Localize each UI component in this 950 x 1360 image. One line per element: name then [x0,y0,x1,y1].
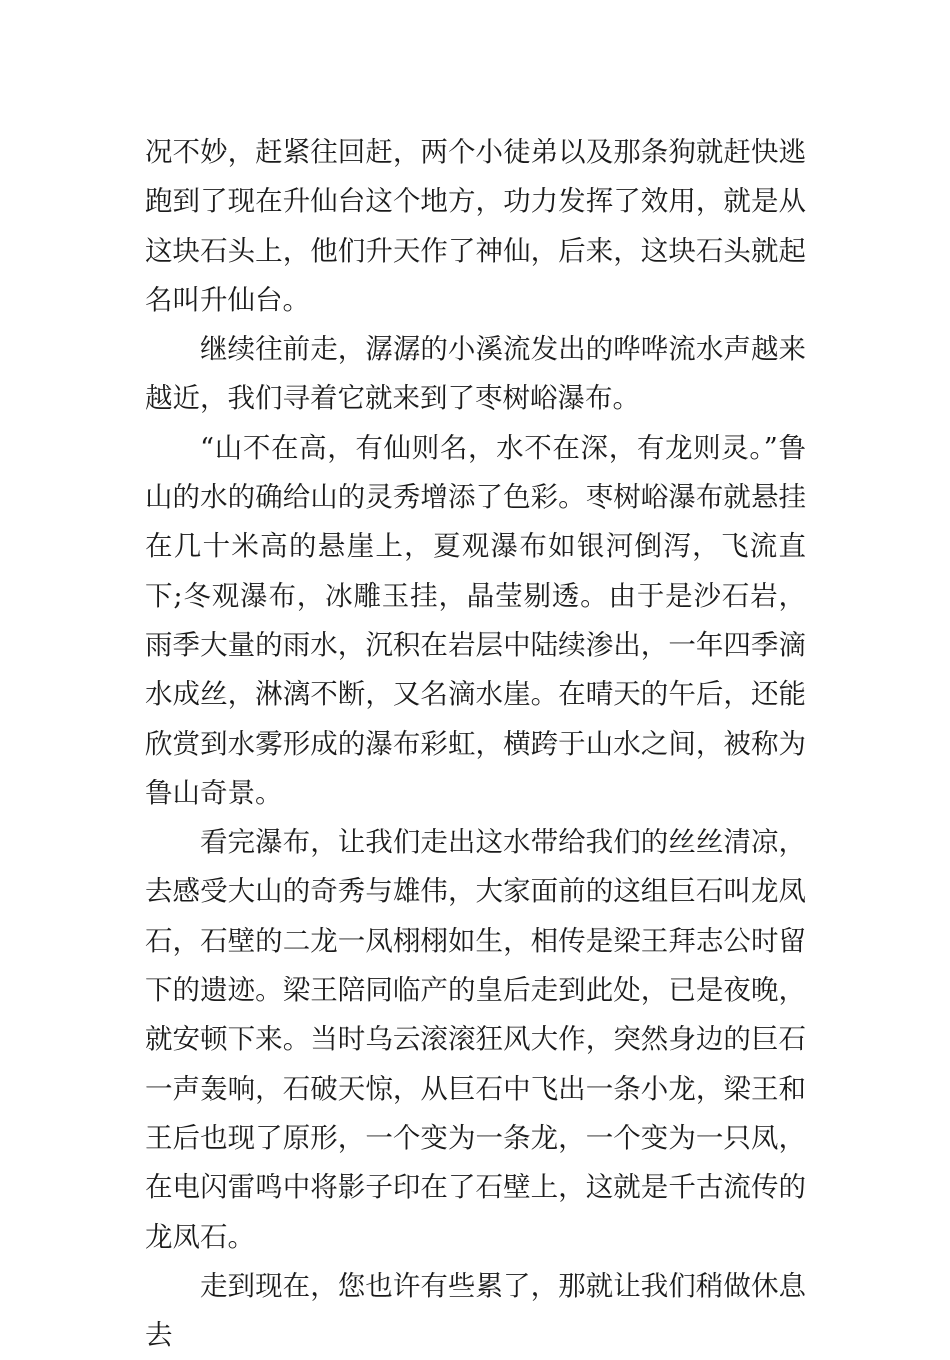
paragraph-4: 看完瀑布，让我们走出这水带给我们的丝丝清凉，去感受大山的奇秀与雄伟，大家面前的这组巨石叫龙凤石，石壁的二龙一凤栩栩如生，相传是梁王拜志公时留下的遗迹。梁王陪同临产的皇后走到此处，已是夜晚，就安顿下来。当时乌云滚滚狂风大作，突然身边的巨石一声轰响，石破天惊，从巨石中飞出一条小龙，梁王和王后也现了原形，一个变为一条龙，一个变为一只凤，在电闪雷鸣中将影子印在了石壁上，这就是千古流传的龙凤石。 [145,826,806,1253]
paragraph-2: 继续往前走，潺潺的小溪流发出的哗哗流水声越来越近，我们寻着它就来到了枣树峪瀑布。 [145,333,806,415]
body-text [145,128,806,1360]
paragraph-1: 况不妙，赶紧往回赶，两个小徒弟以及那条狗就赶快逃跑到了现在升仙台这个地方，功力发挥了效用，就是从这块石头上，他们升天作了神仙，后来，这块石头就起名叫升仙台。 [145,136,806,316]
paragraph-3: “山不在高，有仙则名，水不在深，有龙则灵。”鲁山的水的确给山的灵秀增添了色彩。枣树峪瀑布就悬挂在几十米高的悬崖上，夏观瀑布如银河倒泻，飞流直下;冬观瀑布，冰雕玉挂，晶莹剔透。由于是沙石岩，雨季大量的雨水，沉积在岩层中陆续渗出，一年四季滴水成丝，淋漓不断，又名滴水崖。在晴天的午后，还能欣赏到水雾形成的瀑布彩虹，横跨于山水之间，被称为鲁山奇景。 [145,431,806,809]
paragraph-5: 走到现在，您也许有些累了，那就让我们稍做休息去 [145,1269,806,1352]
